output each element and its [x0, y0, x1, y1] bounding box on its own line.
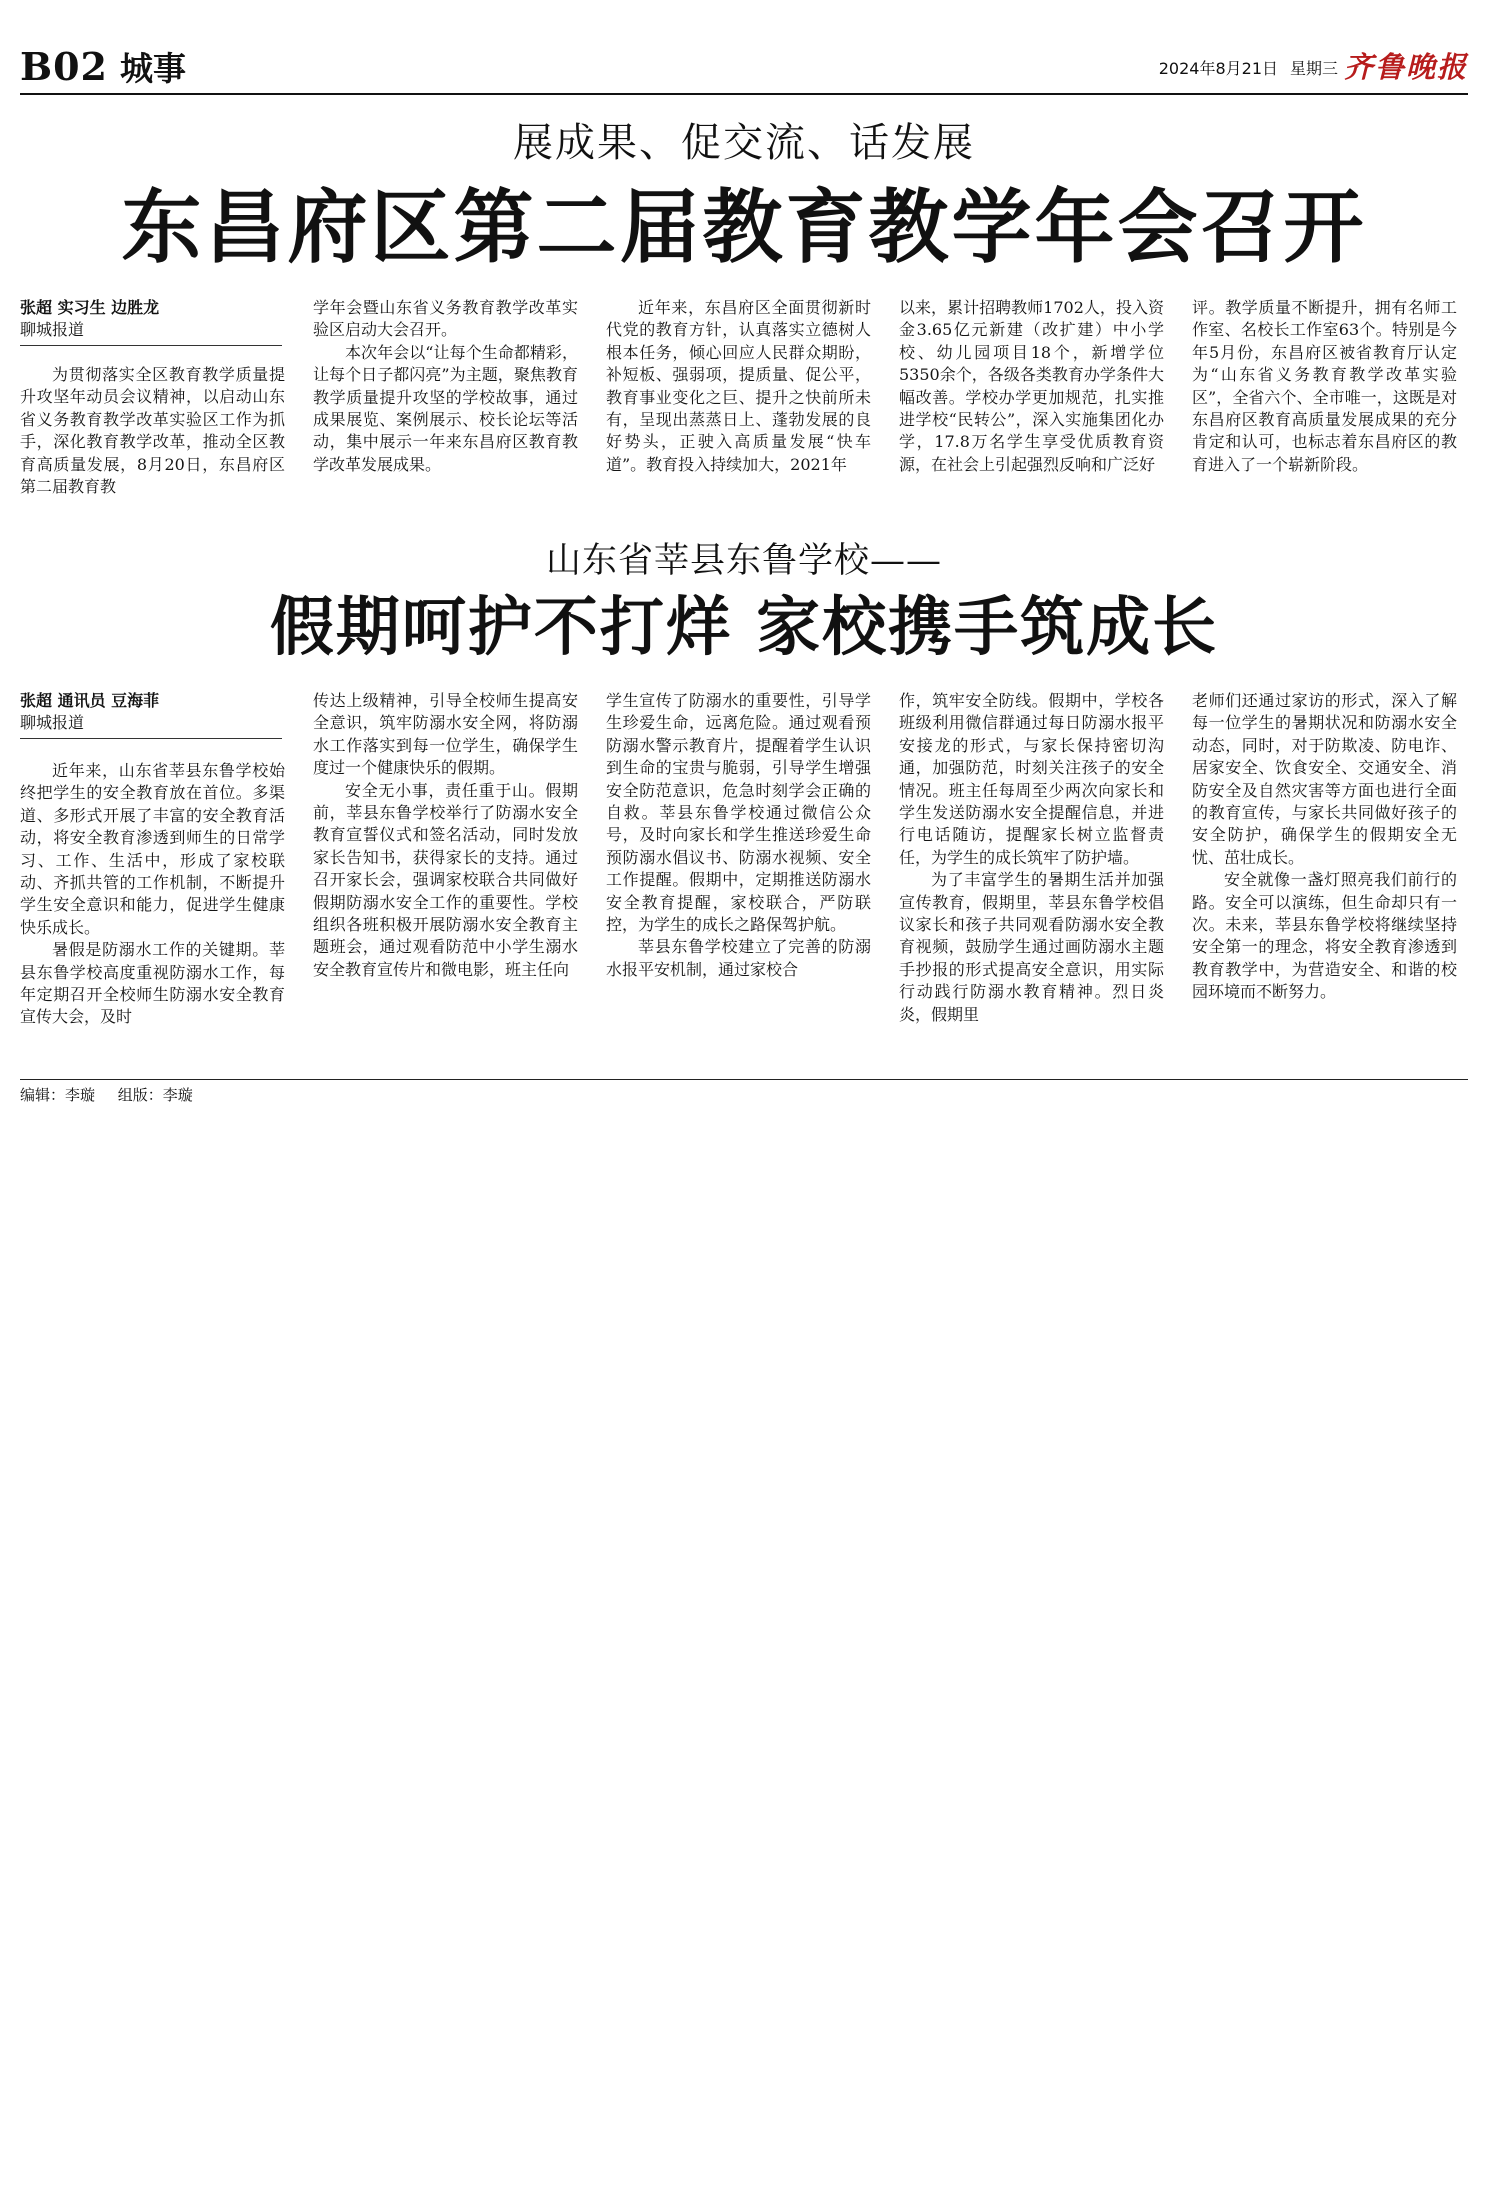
article2-paragraph: 老师们还通过家访的形式，深入了解每一位学生的暑期状况和防溺水安全动态，同时，对于防欺凌、防电诈、居家安全、饮食安全、交通安全、消防安全及自然灾害等方面也进行全面的教育宣传，与家长共同做好孩子的安全防护，确保学生的假期安全无忧、茁壮成长。	[1192, 691, 1457, 867]
article1-paragraph: 以来，累计招聘教师1702人，投入资金3.65亿元新建（改扩建）中小学校、幼儿园项目18个，新增学位5350余个，各级各类教育办学条件大幅改善。学校办学更加规范，扎实推进学校“民转公”，深入实施集团化办学，17.8万名学生享受优质教育资源，在社会上引起强烈反响和广泛好	[899, 298, 1164, 474]
article1-column-3	[606, 297, 871, 510]
article2-headline: 假期呵护不打烊 家校携手筑成长	[269, 590, 1219, 665]
editor-name: 编辑：李璇	[20, 1086, 96, 1104]
article1-paragraph: 为贯彻落实全区教育教学质量提升攻坚年动员会议精神，以启动山东省义务教育教学改革实验区工作为抓手，深化教育教学改革，推动全区教育高质量发展，8月20日，东昌府区第二届教育教	[20, 365, 285, 497]
article1-paragraph: 评。教学质量不断提升，拥有名师工作室、名校长工作室63个。特别是今年5月份，东昌府区被省教育厅认定为“山东省义务教育教学改革实验区”，全省六个、全市唯一，这既是对东昌府区教育高质量发展成果的充分肯定和认可，也标志着东昌府区的教育进入了一个崭新阶段。	[1192, 298, 1457, 474]
article1-column-1	[20, 364, 285, 510]
article1-column-2	[313, 297, 578, 510]
article2-author: 张超 通讯员 豆海菲	[20, 691, 160, 710]
article2-kicker: 山东省莘县东鲁学校——	[545, 541, 942, 581]
newspaper-logo: 齐鲁晚报	[1343, 50, 1468, 84]
article2-paragraph: 莘县东鲁学校建立了完善的防溺水报平安机制，通过家校合	[606, 937, 871, 979]
article1-column-5	[1192, 297, 1457, 510]
page-number: B02	[20, 44, 108, 89]
article2-byline	[20, 690, 282, 734]
article2-column-5	[1192, 690, 1457, 1068]
article1-paragraph: 学年会暨山东省义务教育教学改革实验区启动大会召开。	[313, 298, 578, 340]
article2-paragraph: 为了丰富学生的暑期生活并加强宣传教育，假期里，莘县东鲁学校倡议家长和孩子共同观看防溺水安全教育视频，鼓励学生通过画防溺水主题手抄报的形式提高安全意识，用实际行动践行防溺水教育精神。烈日炎炎，假期里	[899, 870, 1164, 1024]
article2-column-1	[20, 760, 285, 1068]
article2-column-2	[313, 690, 578, 1068]
article2-paragraph: 学生宣传了防溺水的重要性，引导学生珍爱生命，远离危险。通过观看预防溺水警示教育片，提醒着学生认识到生命的宝贵与脆弱，引导学生增强安全防范意识，危急时刻学会正确的自救。莘县东鲁学校通过微信公众号，及时向家长和学生推送珍爱生命预防溺水倡议书、防溺水视频、安全工作提醒。假期中，定期推送防溺水安全教育提醒，家校联合，严防联控，为学生的成长之路保驾护航。	[606, 691, 871, 935]
article1-paragraph: 本次年会以“让每个生命都精彩，让每个日子都闪亮”为主题，聚焦教育教学质量提升攻坚的学校故事，通过成果展览、案例展示、校长论坛等活动，集中展示一年来东昌府区教育教学改革发展成果。	[313, 342, 578, 474]
article2-column-4	[899, 690, 1164, 1068]
article1-source: 聊城报道	[20, 320, 85, 339]
article2-column-3	[606, 690, 871, 1068]
article2-paragraph: 作，筑牢安全防线。假期中，学校各班级利用微信群通过每日防溺水报平安接龙的形式，与家长保持密切沟通，加强防范，时刻关注孩子的安全情况。班主任每周至少两次向家长和学生发送防溺水安全提醒信息，并进行电话随访，提醒家长树立监督责任，为学生的成长筑牢了防护墙。	[899, 691, 1164, 867]
article1-byline	[20, 297, 282, 341]
article2-byline-rule	[20, 738, 282, 739]
article2-paragraph: 安全就像一盏灯照亮我们前行的路。安全可以演练，但生命却只有一次。未来，莘县东鲁学校将继续坚持安全第一的理念，将安全教育渗透到教育教学中，为营造安全、和谐的校园环境而不断努力。	[1192, 870, 1457, 1002]
article2-paragraph: 安全无小事，责任重于山。假期前，莘县东鲁学校举行了防溺水安全教育宣誓仪式和签名活动，同时发放家长告知书，获得家长的支持。通过召开家长会，强调家校联合共同做好假期防溺水安全工作的重要性。学校组织各班积极开展防溺水安全教育主题班会，通过观看防范中小学生溺水安全教育宣传片和微电影，班主任向	[313, 780, 578, 979]
article2-paragraph: 近年来，山东省莘县东鲁学校始终把学生的安全教育放在首位。多渠道、多形式开展了丰富的安全教育活动，将安全教育渗透到师生的日常学习、工作、生活中，形成了家校联动、齐抓共管的工作机制，不断提升学生安全意识和能力，促进学生健康快乐成长。	[20, 761, 285, 937]
masthead	[20, 44, 1468, 96]
article2-source: 聊城报道	[20, 713, 85, 732]
editor-credits	[20, 1085, 211, 1105]
article1-paragraph: 近年来，东昌府区全面贯彻新时代党的教育方针，认真落实立德树人根本任务，倾心回应人民群众期盼，补短板、强弱项，提质量、促公平，教育事业变化之巨、提升之快前所未有，呈现出蒸蒸日上、蓬勃发展的良好势头，正驶入高质量发展“快车道”。教育投入持续加大，2021年	[606, 298, 871, 474]
masthead-rule	[20, 93, 1468, 95]
section-name: 城事	[120, 49, 186, 88]
article1-column-4	[899, 297, 1164, 510]
issue-date: 2024年8月21日	[1158, 59, 1278, 78]
layout-editor-name: 组版：李璇	[117, 1086, 193, 1104]
article2-paragraph: 传达上级精神，引导全校师生提高安全意识，筑牢防溺水安全网，将防溺水工作落实到每一位学生，确保学生度过一个健康快乐的假期。	[313, 691, 578, 778]
article1-author: 张超 实习生 边胜龙	[20, 298, 160, 317]
article1-byline-rule	[20, 345, 282, 346]
issue-weekday: 星期三	[1289, 59, 1338, 78]
footer-rule	[20, 1079, 1468, 1080]
article1-headline: 东昌府区第二届教育教学年会召开	[121, 180, 1367, 274]
article2-paragraph: 暑假是防溺水工作的关键期。莘县东鲁学校高度重视防溺水工作，每年定期召开全校师生防溺水安全教育宣传大会，及时	[20, 940, 285, 1027]
article1-kicker: 展成果、促交流、话发展	[513, 120, 975, 166]
